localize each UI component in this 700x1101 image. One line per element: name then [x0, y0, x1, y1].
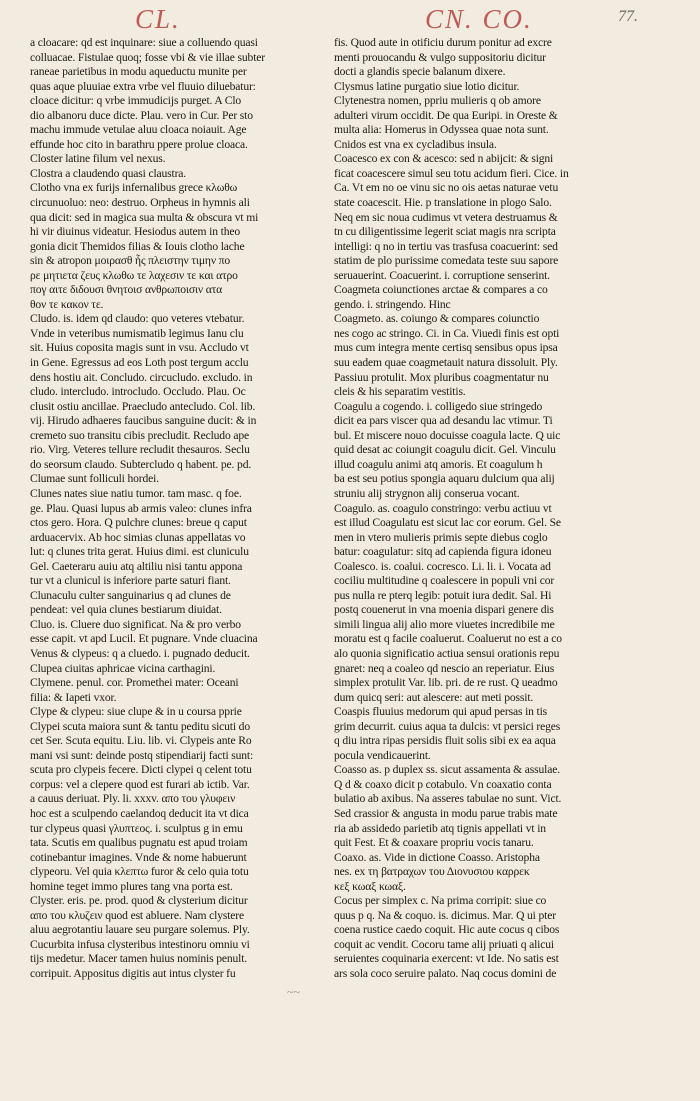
text-line: multa alia: Homerus in Odyssea quae nota sunt. — [334, 123, 549, 137]
text-line: dum quicq seri: aut alescere: aut meti possit. — [334, 690, 534, 704]
text-line: est illud Coagulatu est sicut lac cor eorum. Gel. Se — [334, 516, 561, 530]
text-line: homine teget immo plures tang vna porta est. — [30, 879, 233, 893]
text-line: απο του κλυζειν quod est abluere. Nam clystere — [30, 908, 244, 922]
text-line: pocula vendicauerint. — [334, 748, 431, 762]
text-line: Closter latine filum vel nexus. — [30, 152, 166, 166]
text-line: Q d & coaxo dicit p cotabulo. Vn coaxatio conta — [334, 777, 552, 791]
text-line: ba est seu potius spongia aquaru dulcium qua alij — [334, 472, 555, 486]
text-line: cloace dicitur: q vrbe immudicijs purget. A Clo — [30, 94, 242, 108]
text-line: qua dicit: sed in magica sua multa & obscura vt mi — [30, 210, 259, 224]
text-line: illud coagulu animi atq amoris. Et coagulum h — [334, 457, 543, 471]
text-line: Clupea ciuitas aphricae vicina carthagini. — [30, 661, 216, 675]
text-line: statim de plo purissime comedata teste suu sapore — [334, 254, 559, 268]
page-header — [0, 0, 700, 40]
text-line: mus cum integra mente certisq sensibus opus ipsa — [334, 341, 558, 355]
text-line: pendeat: vel quia clunes bestiarum diuidat. — [30, 603, 222, 617]
text-line: q diu intra ripas persidis fluit solis sibi ex ea aqua — [334, 734, 556, 748]
text-line: θον τε κακον τε. — [30, 297, 104, 311]
text-line: Venus & clypeus: q a cluedo. i. pugnado deducit. — [30, 646, 250, 660]
text-line: gendo. i. stringendo. Hinc — [334, 297, 451, 311]
text-line: struniu alij strygnon alij conserua vocant. — [334, 486, 520, 500]
text-line: Coagulo. as. coagulo constringo: verbu actiuu vt — [334, 501, 552, 515]
text-line: tata. Scutis em qualibus pugnatu est apud troiam — [30, 836, 248, 850]
text-line: simili lingua alij alio more viuetes incredibile me — [334, 617, 555, 631]
text-line: Clostra a claudendo quasi claustra. — [30, 166, 187, 180]
running-head-left: CL. — [135, 4, 181, 34]
text-line: Clype & clypeu: siue clupe & in u coursa pprie — [30, 705, 242, 719]
text-line: dio albanoru duce dicte. Plau. vero in Cur. Per sto — [30, 108, 253, 122]
text-line: Coaspis fluuius medorum qui apud persas in tis — [334, 705, 548, 719]
text-line: ρε μητιετα ζευς κλωθω τε λαχεσιν τε και ατρο — [30, 268, 238, 282]
text-line: Clumae sunt folliculi hordei. — [30, 472, 159, 486]
text-line: cet Ser. Scuta equitu. Liu. lib. vi. Clypeis ante Ro — [30, 734, 252, 748]
text-line: Coagmeto. as. coiungo & compares coiunctio — [334, 312, 540, 326]
text-line: Clunes nates siue natiu tumor. tam masc. q foe. — [30, 486, 242, 500]
text-line: sin & atropon μοιρασθ ἧς πλειστην τιμην πο — [30, 254, 231, 268]
text-line: dens hostiu ait. Concludo. circucludo. excludo. in — [30, 370, 253, 384]
text-line: colluacae. Fistulae quoq; fosse vbi & vie illae subter — [30, 50, 265, 64]
text-line: hoc est a sculpendo caelandoq deducit ita vt dica — [30, 806, 249, 820]
text-line: filia: & Iapeti vxor. — [30, 690, 117, 704]
text-line: Clytenestra nomen, ppriu mulieris q ob amore — [334, 94, 541, 108]
text-line: Clypei scuta maiora sunt & tantu peditu sicuti do — [30, 719, 250, 733]
text-line: pus nulla re pterq legib: potuit iura dedit. Sal. Hi — [334, 588, 552, 602]
text-line: quus p q. Na & coquo. is. dicimus. Mar. Q ui pter — [334, 908, 556, 922]
text-line: men in vtero mulieris primis septe diebus coglo — [334, 530, 548, 544]
text-line: suu eadem quae coagmetauit natura dissoluit. Ply. — [334, 356, 558, 370]
text-line: Clotho vna ex furijs infernalibus grece κλωθω — [30, 181, 238, 195]
text-line: docti a glandis specie balanum dixere. — [334, 65, 506, 79]
text-line: moratu est q facile coaluerut. Coaluerut no est a co — [334, 632, 562, 646]
text-line: nes. ex τη βατραχων του Διονυσιου καρρεκ — [334, 865, 530, 879]
text-line: raneae parietibus in modu aqueductu munite per — [30, 65, 247, 79]
text-line: Passiuu protulit. Mox pluribus coagmentatur nu — [334, 370, 549, 384]
text-line: ctos gero. Hora. Q pulchre clunes: breue q caput — [30, 516, 247, 530]
text-line: Coacesco ex con & acesco: sed n abijcit: & signi — [334, 152, 554, 166]
text-line: nes cogo ac stringo. Ci. in Ca. Viuedi finis est opti — [334, 326, 560, 340]
text-line: Clysmus latine purgatio siue lotio dicitur. — [334, 79, 520, 93]
text-line: Coaxo. as. Vide in dictione Coasso. Aristopha — [334, 850, 540, 864]
text-line: Gel. Caeteraru auiu atq altiliu nisi tantu appona — [30, 559, 243, 573]
text-line: coena rustice caedo coquit. Hic aute cocus q cibos — [334, 923, 560, 937]
text-line: coquit ac vendit. Cocoru tame alij priuati q alicui — [334, 937, 554, 951]
text-line: batur: coagulatur: sitq ad capienda figura idoneu — [334, 545, 552, 559]
text-line: cremeto suo transitu cibis precludit. Recludo ape — [30, 428, 249, 442]
text-line: bulatio ab axibus. Na asseres tabulae no sunt. Vict. — [334, 792, 562, 806]
text-line: a cauus deriuat. Ply. li. xxxv. απο του γλυφειν — [30, 792, 236, 806]
text-line: cleis & his separatim vestitis. — [334, 385, 466, 399]
text-line: Clyster. eris. pe. prod. quod & clysterium dicitur — [30, 894, 248, 908]
text-line: quid desat ac coiungit coagulu dicit. Gel. Vinculu — [334, 443, 556, 457]
text-line: ria ab assidedo parietib atq tignis appellati vt in — [334, 821, 546, 835]
signature-mark: ~~ — [287, 985, 300, 999]
text-line: a cloacare: qd est inquinare: siue a colluendo quasi — [30, 36, 258, 49]
text-line: tur clypeus quasi γλυπτεος. i. sculptus g in emu — [30, 821, 243, 835]
text-line: postq couenerut in vna moenia dispari genere dis — [334, 603, 554, 617]
text-line: adulteri virum occidit. De qua Euripi. in Oreste & — [334, 108, 558, 122]
text-line: clusit ostiu ancillae. Praecludo antecludo. Col. lib. — [30, 399, 256, 413]
text-line: in Gene. Egressus ad eos Loth post tergum acclu — [30, 356, 249, 370]
text-line: ficat coacescere simul seu totu acidum fieri. Cice. in — [334, 166, 569, 180]
text-line: gnaret: neq a coaleo qd nescio an reperiatur. Eius — [334, 661, 555, 675]
text-line: effunde hoc cito in barathru ppere prolue cloaca. — [30, 137, 248, 151]
text-line: tn cu diligentissime legerit sciat magis nra scripta — [334, 225, 556, 239]
text-line: Cluo. is. Cluere duo significat. Na & pro verbo — [30, 617, 241, 631]
text-line: arduacervix. Ab hoc simias clunas appellatas vo — [30, 530, 246, 544]
text-line: corripuit. Appositus digitis aut intus clyster fu — [30, 967, 236, 980]
text-line: Coasso as. p duplex ss. sicut assamenta & assulae. — [334, 763, 560, 777]
text-line: circunuoluo: neo: destruo. Orpheus in hymnis ali — [30, 196, 250, 210]
text-line: fis. Quod aute in otificiu durum ponitur ad excre — [334, 36, 552, 49]
text-column-left — [30, 36, 324, 982]
text-line: Clunaculu culter sanguinarius q ad clunes de — [30, 588, 231, 602]
text-line: dicit ea pars viscer qua ad desandu lac vtimur. Ti — [334, 414, 553, 428]
text-line: Coagulu a cogendo. i. colligedo siue stringedo — [334, 399, 543, 413]
text-line: cociliu multitudine q coalescere in populi vni cor — [334, 574, 555, 588]
text-line: Cocus per simplex c. Na prima corripit: siue co — [334, 894, 547, 908]
text-line: Coalesco. is. coalui. cocresco. Li. li. i. Vocata ad — [334, 559, 551, 573]
text-line: corpus: vel a clepere quod est furari ab ictib. Var. — [30, 777, 250, 791]
text-line: quit Fest. Et & coaxare propriu vocis tanaru. — [334, 836, 534, 850]
text-line: Ca. Vt em no oe vinu sic no ois aetas naturae vetu — [334, 181, 559, 195]
text-line: seruientes coquinaria exercent: vt Ide. No satis est — [334, 952, 559, 966]
text-line: Neq em sic noua cudimus vt vetera destruamus & — [334, 210, 558, 224]
text-line: vij. Hirudo adhaeres faucibus sanguine ducit: & in — [30, 414, 257, 428]
text-line: Vnde in veteribus numismatib legimus Ianu clu — [30, 326, 244, 340]
text-line: Coagmeta coiunctiones arctae & compares a co — [334, 283, 548, 297]
text-line: gonia dicit Themidos filias & Iouis clotho lache — [30, 239, 245, 253]
running-head-right: CN. CO. — [425, 4, 533, 34]
text-line: Cludo. is. idem qd claudo: quo veteres vtebatur. — [30, 312, 245, 326]
text-line: Clymene. penul. cor. Promethei mater: Oceani — [30, 676, 239, 690]
text-line: mani vsi sunt: deinde postq stipendiarij facti sunt: — [30, 748, 254, 762]
text-line: tijs medetur. Macer tamen huius nominis penult. — [30, 952, 248, 966]
text-line: intelligi: q no in tertiu vas trasfusa coacuerint: sed — [334, 239, 558, 253]
text-line: Cnidos est vna ex cycladibus insula. — [334, 137, 497, 151]
text-line: seruauerint. Coacuerint. i. corruptione senserint. — [334, 268, 550, 282]
text-line: state coacescit. Hie. p translatione in plogo Salo. — [334, 196, 552, 210]
text-line: lut: q clunes trita gerat. Huius dimi. est cluniculu — [30, 545, 249, 559]
text-line: sit. Huius coposita magis sunt in vsu. Accludo vt — [30, 341, 249, 355]
text-line: simplex protulit Var. lib. pri. de re rust. Q ueadmo — [334, 676, 558, 690]
text-line: cludo. intercludo. introcludo. Occludo. Plau. Oc — [30, 385, 246, 399]
text-line: aluu aegrotantiu lauare seu purgare solemus. Ply. — [30, 923, 250, 937]
text-line: quas aque pluuiae extra vrbe vel fluuio diluebatur: — [30, 79, 256, 93]
text-line: clypeoru. Vel quia κλεπτω furor & celo quia totu — [30, 865, 249, 879]
text-line: cotinebantur imagines. Vnde & nome habuerunt — [30, 850, 247, 864]
text-line: menti prouocandu & vulgo suppositoriu dicitur — [334, 50, 546, 64]
text-line: scuta pro clypeis fecere. Dicti clypei q celent totu — [30, 763, 252, 777]
text-column-right — [334, 36, 636, 982]
text-line: tur vt a clunicul is inferiore parte saturi fiant. — [30, 574, 231, 588]
text-line: machu immude vetulae aluu cloaca noiauit. Age — [30, 123, 247, 137]
text-line: Cucurbita infusa clysteribus intestinoru omniu vi — [30, 937, 250, 951]
text-line: Sed crassior & angusta in modu parue trabis mate — [334, 806, 558, 820]
text-line: ge. Plau. Quasi lupus ab armis valeo: clunes infra — [30, 501, 252, 515]
text-line: rio. Virg. Veteres tellure recludit thesauros. Seclu — [30, 443, 250, 457]
text-line: bul. Et miscere nouo docuisse coagula lacte. Q uic — [334, 428, 561, 442]
text-line: alo quonia significatio actiua sensui orationis repu — [334, 646, 560, 660]
folio-number: 77. — [618, 8, 638, 25]
text-line: κεξ κωαξ κωαξ. — [334, 879, 406, 893]
text-line: πογ αιτε διδουσι θνητοισ ανθρωποισιν ατα — [30, 283, 223, 297]
text-line: ars sola coco seruire palato. Naq cocus domini de — [334, 967, 557, 980]
text-line: hi vir diuinus videatur. Hesiodus autem in theo — [30, 225, 240, 239]
text-line: grim decurrit. cuius aqua ta dulcis: vt persici reges — [334, 719, 561, 733]
text-line: do seorsum claudo. Subtercludo q habent. pe. pd. — [30, 457, 252, 471]
text-line: esse capit. vt apd Lucil. Et pugnare. Vnde cluacina — [30, 632, 258, 646]
